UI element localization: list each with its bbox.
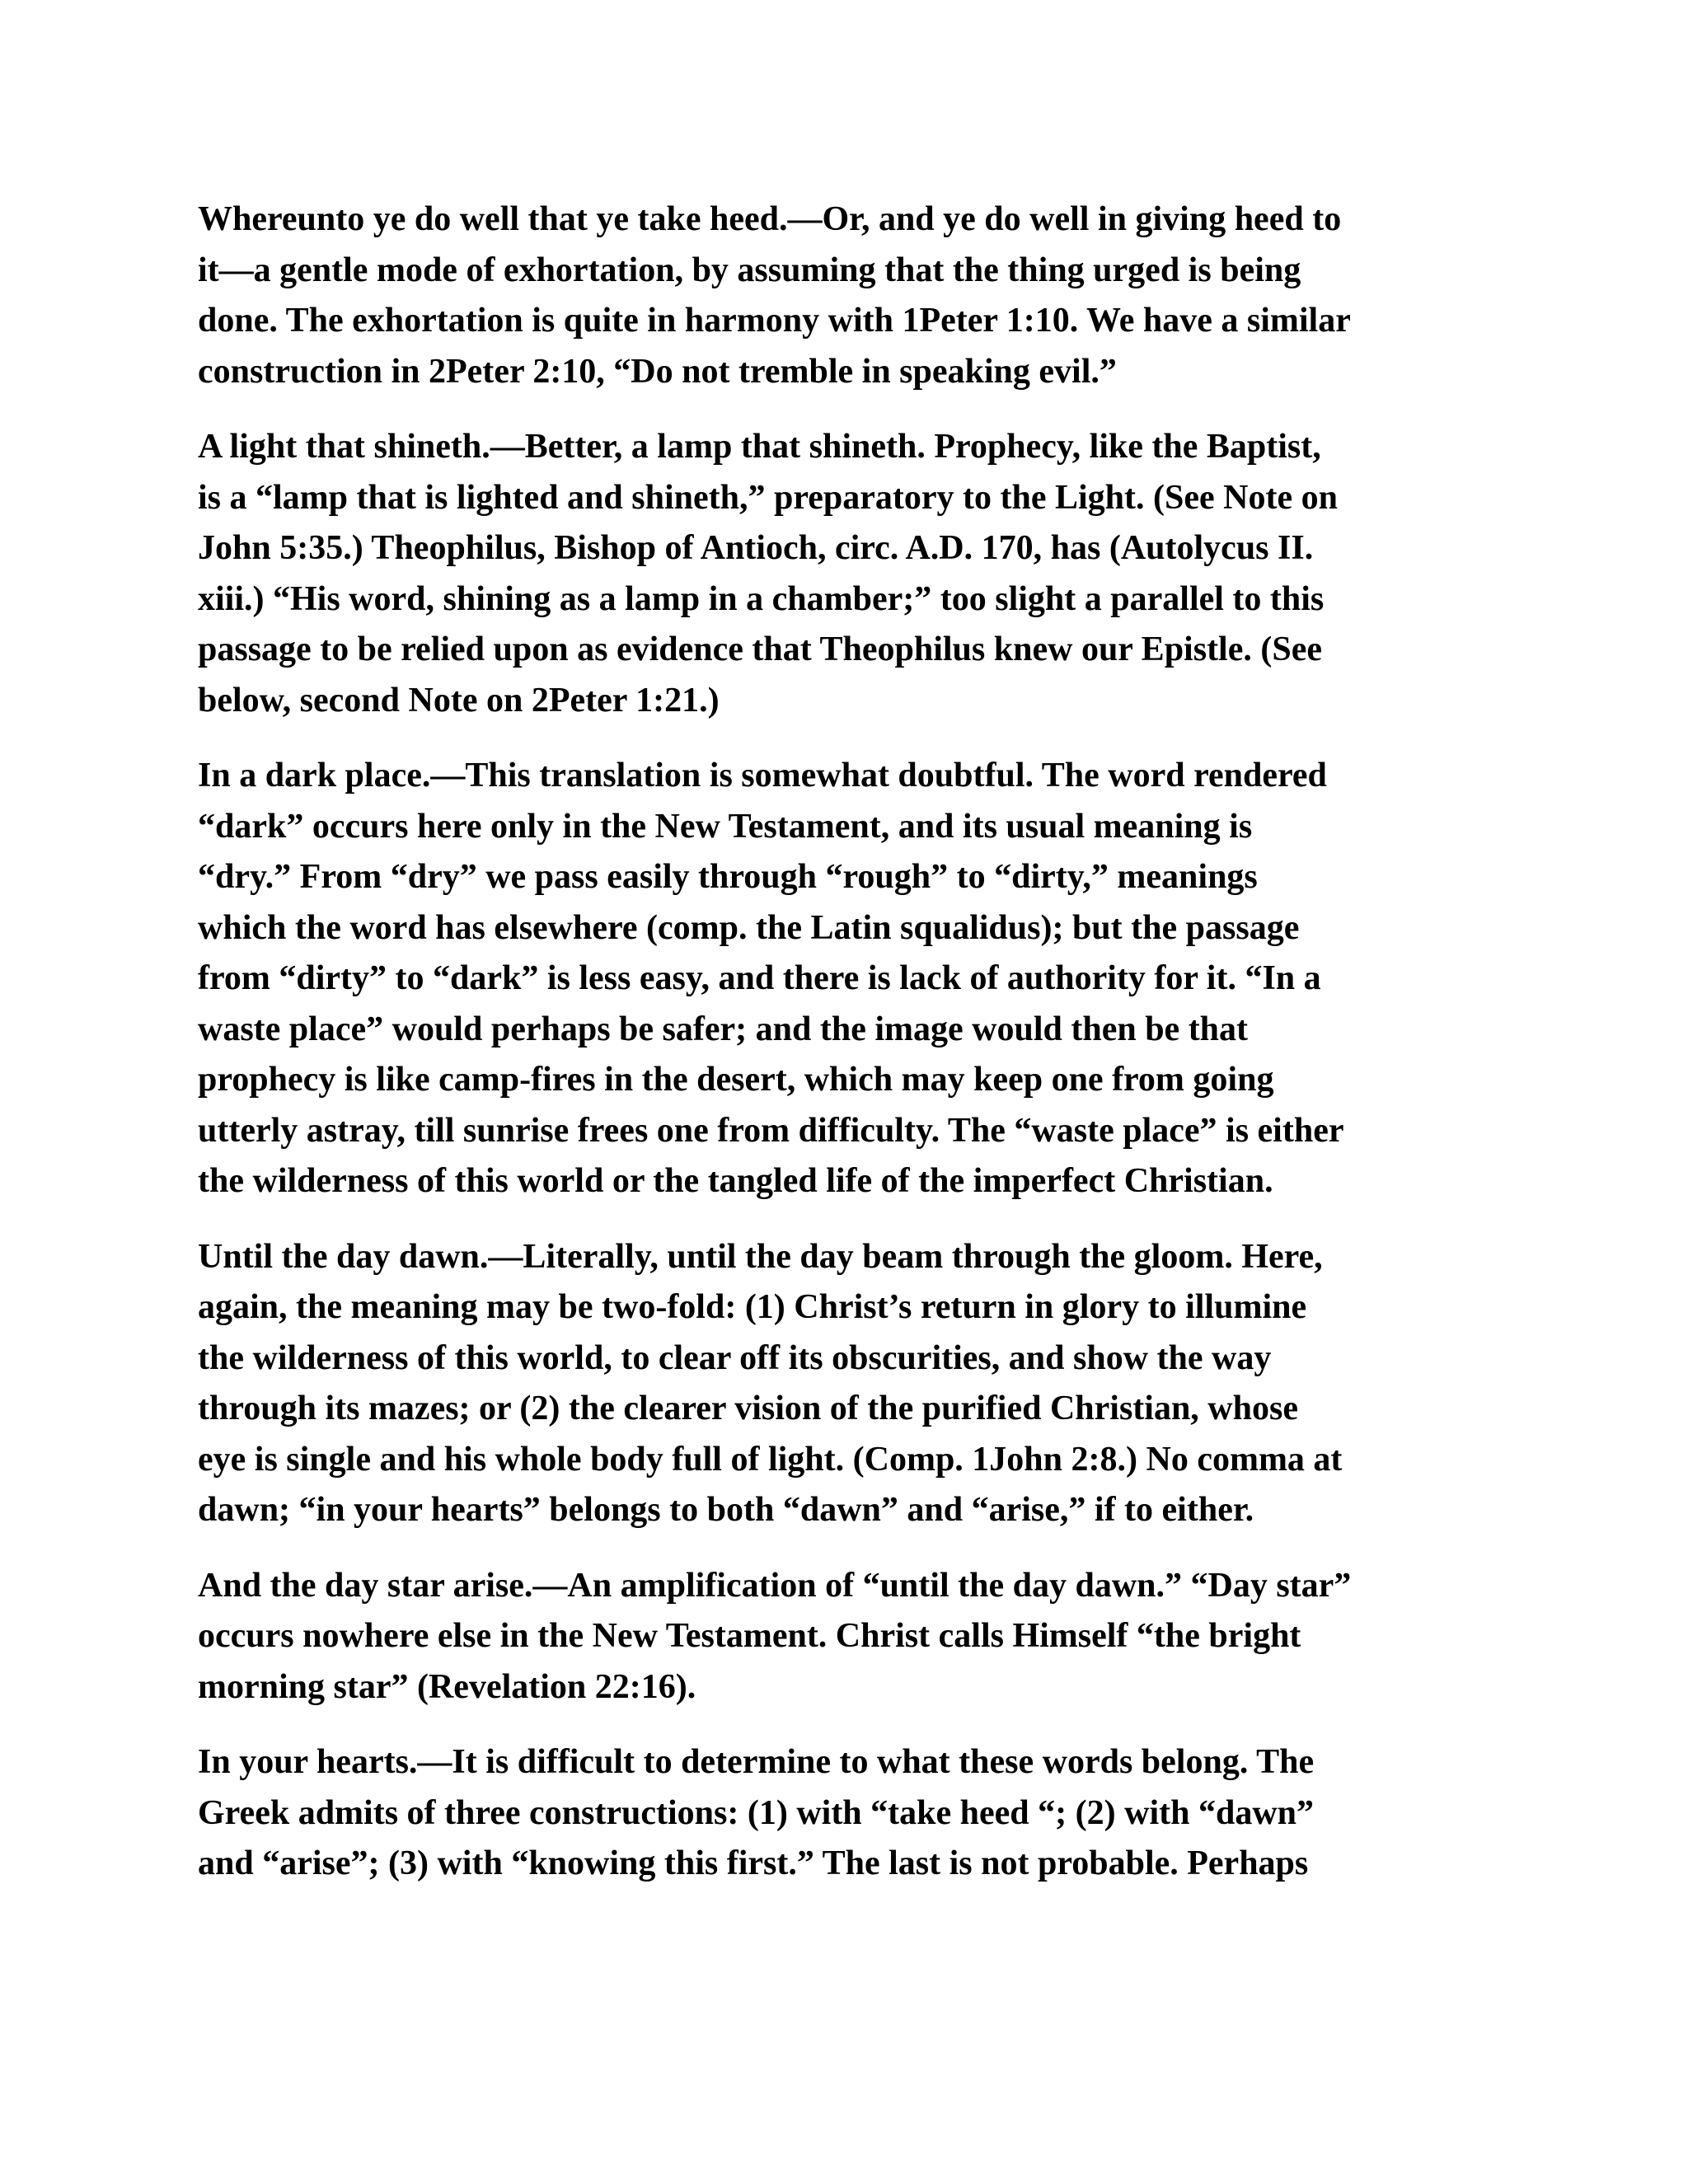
text-line: xiii.) “His word, shining as a lamp in a chamber;” too slight a parallel to this	[198, 579, 1325, 618]
text-line: In a dark place.—This translation is somewhat doubtful. The word rendered	[198, 757, 1327, 794]
text-line: And the day star arise.—An amplification of “until the day dawn.” “Day star”	[198, 1566, 1352, 1605]
text-line: from “dirty” to “dark” is less easy, and there is lack of authority for it. “In a	[198, 959, 1321, 997]
text-line: Greek admits of three constructions: (1) with “take heed “; (2) with “dawn”	[198, 1793, 1315, 1832]
text-line: done. The exhortation is quite in harmony with 1Peter 1:10. We have a similar	[198, 302, 1351, 340]
text-line: dawn; “in your hearts” belongs to both “dawn” and “arise,” if to either.	[198, 1491, 1254, 1529]
text-line: Until the day dawn.—Literally, until the day beam through the gloom. Here,	[198, 1237, 1323, 1276]
text-line: A light that shineth.—Better, a lamp that shineth. Prophecy, like the Baptist,	[198, 428, 1321, 466]
paragraph-until-day-dawn	[198, 1232, 1484, 1536]
text-line: prophecy is like camp-fires in the desert, which may keep one from going	[198, 1061, 1274, 1099]
text-line: below, second Note on 2Peter 1:21.)	[198, 681, 720, 719]
text-line: which the word has elsewhere (comp. the Latin squalidus); but the passage	[198, 908, 1300, 947]
paragraph-whereunto	[198, 194, 1484, 397]
text-line: utterly astray, till sunrise frees one from difficulty. The “waste place” is either	[198, 1111, 1344, 1150]
text-line: “dry.” From “dry” we pass easily through “rough” to “dirty,” meanings	[198, 858, 1258, 896]
text-line: Whereunto ye do well that ye take heed.—Or, and ye do well in giving heed to	[198, 200, 1342, 238]
paragraph-light-that-shineth	[198, 422, 1484, 726]
paragraph-day-star	[198, 1561, 1484, 1713]
text-line: “dark” occurs here only in the New Testament, and its usual meaning is	[198, 807, 1253, 846]
text-line: John 5:35.) Theophilus, Bishop of Antioch, circ. A.D. 170, has (Autolycus II.	[198, 529, 1314, 567]
text-line: morning star” (Revelation 22:16).	[198, 1667, 696, 1706]
text-line: again, the meaning may be two-fold: (1) Christ’s return in glory to illumine	[198, 1288, 1307, 1326]
text-line: and “arise”; (3) with “knowing this first.” The last is not probable. Perhaps	[198, 1844, 1309, 1882]
paragraph-dark-place	[198, 751, 1484, 1207]
text-line: it—a gentle mode of exhortation, by assuming that the thing urged is being	[198, 251, 1301, 289]
paragraph-in-your-hearts	[198, 1737, 1484, 1890]
text-line: eye is single and his whole body full of light. (Comp. 1John 2:8.) No comma at	[198, 1440, 1343, 1479]
text-line: In your hearts.—It is difficult to determine to what these words belong. The	[198, 1743, 1315, 1781]
text-line: is a “lamp that is lighted and shineth,” preparatory to the Light. (See Note on	[198, 478, 1338, 517]
text-line: through its mazes; or (2) the clearer vision of the purified Christian, whose	[198, 1390, 1298, 1427]
text-line: passage to be relied upon as evidence that Theophilus knew our Epistle. (See	[198, 630, 1322, 668]
text-line: construction in 2Peter 2:10, “Do not tremble in speaking evil.”	[198, 352, 1117, 391]
text-line: the wilderness of this world or the tangled life of the imperfect Christian.	[198, 1162, 1273, 1200]
document-body	[198, 194, 1484, 1915]
text-line: the wilderness of this world, to clear off its obscurities, and show the way	[198, 1338, 1272, 1377]
text-line: waste place” would perhaps be safer; and the image would then be that	[198, 1010, 1249, 1048]
text-line: occurs nowhere else in the New Testament. Christ calls Himself “the bright	[198, 1617, 1301, 1655]
